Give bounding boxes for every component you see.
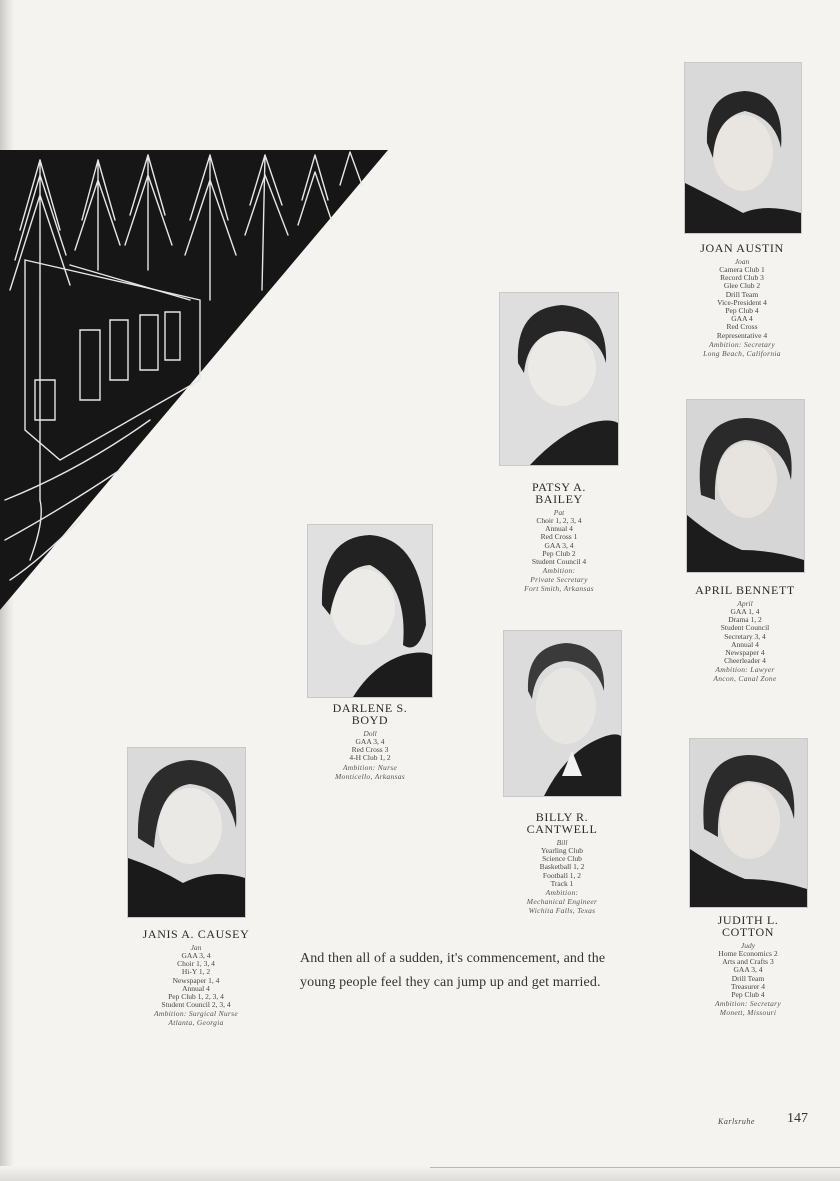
senior-name: CANTWELL (526, 822, 598, 836)
activity: Student Council (720, 623, 770, 633)
activity: GAA 4 (731, 314, 753, 324)
activity: Student Council 4 (531, 557, 587, 567)
activity: Newspaper 1, 4 (172, 975, 220, 985)
page-caption: And then all of a sudden, it's commencement, and the young people feel they can jump up and get married. (300, 951, 606, 990)
senior-entry-patsy-bailey (494, 481, 624, 593)
activity: Red Cross (726, 322, 758, 332)
senior-entry-billy-cantwell (497, 811, 627, 915)
senior-nickname: Doll (363, 729, 377, 738)
activity: Pep Club 1, 2, 3, 4 (168, 992, 224, 1002)
senior-entry-april-bennett (674, 584, 816, 683)
senior-ambition: Ambition: Lawyer (715, 665, 775, 675)
activity: Choir 1, 2, 3, 4 (536, 516, 582, 525)
activity: 4-H Club 1, 2 (349, 753, 391, 763)
senior-ambition: Private Secretary (530, 575, 588, 585)
senior-hometown: Fort Smith, Arkansas (524, 584, 594, 594)
senior-hometown: Long Beach, California (703, 348, 781, 358)
senior-name: JANIS A. CAUSEY (142, 927, 250, 941)
senior-hometown: Wichita Falls, Texas (528, 906, 596, 916)
senior-entry-joan-austin (672, 242, 812, 358)
senior-name: PATSY A. (532, 480, 586, 494)
activity: Red Cross 3 (351, 745, 389, 755)
activity: Pep Club 4 (731, 990, 765, 1000)
activity: GAA 3, 4 (544, 540, 574, 550)
activity: Red Cross 1 (540, 532, 578, 542)
senior-ambition: Ambition: Surgical Nurse (153, 1009, 238, 1019)
activity: Camera Club 1 (719, 265, 765, 274)
footer-school-name: Karlsruhe (718, 1117, 755, 1126)
portrait-april-bennett (686, 399, 805, 573)
senior-name: BOYD (351, 713, 389, 727)
activity: Pep Club 4 (725, 306, 759, 316)
portrait-joan-austin (684, 62, 802, 234)
page-rule (430, 1167, 840, 1168)
senior-name: APRIL BENNETT (695, 583, 795, 597)
senior-nickname: Judy (740, 941, 756, 950)
portrait-patsy-bailey (499, 292, 619, 466)
activity: Treasurer 4 (730, 981, 766, 991)
senior-entry-janis-causey (124, 928, 268, 1027)
page-bottom-edge (0, 1166, 840, 1181)
senior-nickname: Joan (734, 257, 750, 266)
activity: Annual 4 (182, 983, 210, 993)
senior-hometown: Ancon, Canal Zone (713, 674, 777, 684)
activity: Record Club 3 (720, 273, 764, 283)
activity: Home Economics 2 (718, 949, 778, 958)
senior-hometown: Monticello, Arkansas (334, 771, 406, 781)
senior-name: BAILEY (535, 492, 583, 506)
senior-name: JUDITH L. (717, 913, 779, 927)
senior-nickname: April (737, 599, 753, 608)
activity: Vice-President 4 (717, 297, 767, 307)
senior-ambition: Ambition: Secretary (714, 999, 782, 1009)
activity: Basketball 1, 2 (539, 862, 585, 872)
activity: Cheerleader 4 (724, 656, 766, 666)
activity: Pep Club 2 (542, 548, 576, 558)
senior-hometown: Atlanta, Georgia (168, 1018, 224, 1028)
activity: Football 1, 2 (542, 870, 582, 880)
activity: Representative 4 (716, 330, 768, 340)
activity: Arts and Crafts 3 (722, 957, 774, 967)
activity: Annual 4 (731, 639, 759, 649)
senior-ambition: Mechanical Engineer (526, 897, 598, 907)
senior-name: DARLENE S. (332, 701, 408, 715)
activity: Yearling Club (541, 846, 583, 855)
senior-name: COTTON (721, 925, 775, 939)
senior-hometown: Monett, Missouri (719, 1008, 777, 1018)
senior-entry-darlene-boyd (305, 702, 435, 781)
page-number: 147 (787, 1111, 808, 1126)
senior-name: BILLY R. (535, 810, 589, 824)
portrait-darlene-boyd (307, 524, 433, 698)
senior-nickname: Pat (553, 508, 565, 517)
activity: Drill Team (731, 973, 765, 983)
activity: GAA 3, 4 (355, 737, 385, 746)
portrait-billy-cantwell (503, 630, 622, 797)
activity: Secretary 3, 4 (724, 631, 766, 641)
activity: Drill Team (725, 289, 759, 299)
portrait-janis-causey (127, 747, 246, 918)
activity: Annual 4 (545, 524, 573, 534)
activity: GAA 1, 4 (730, 607, 760, 616)
senior-name: JOAN AUSTIN (700, 241, 784, 255)
activity: GAA 3, 4 (733, 965, 763, 975)
activity: Science Club (542, 854, 582, 864)
senior-entry-judith-cotton (680, 914, 816, 1017)
activity: GAA 3, 4 (181, 951, 211, 960)
activity: Student Council 2, 3, 4 (161, 1000, 231, 1010)
activity: Track 1 (550, 878, 574, 888)
activity: Drama 1, 2 (728, 615, 762, 625)
portrait-judith-cotton (689, 738, 808, 908)
senior-ambition: Ambition: Nurse (342, 762, 398, 772)
activity: Hi-Y 1, 2 (181, 967, 211, 977)
senior-ambition: Ambition: (542, 566, 576, 576)
senior-ambition: Ambition: Secretary (708, 339, 776, 349)
senior-ambition: Ambition: (545, 888, 579, 898)
activity: Newspaper 4 (725, 648, 765, 658)
senior-nickname: Bill (556, 838, 568, 847)
activity: Choir 1, 3, 4 (177, 959, 215, 969)
senior-nickname: Jan (190, 943, 202, 952)
activity: Glee Club 2 (723, 281, 761, 291)
